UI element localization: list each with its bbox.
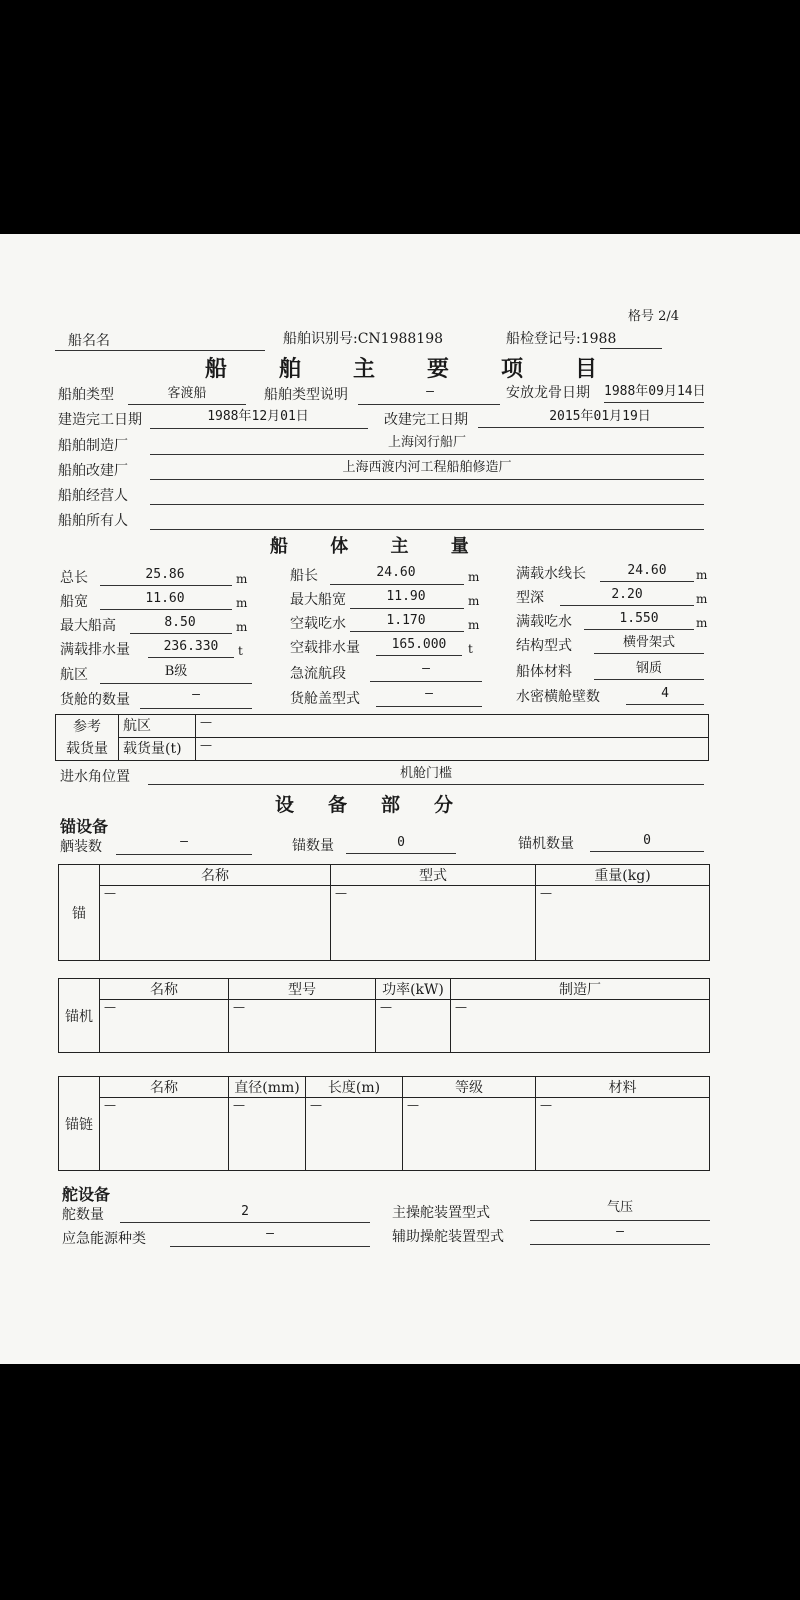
ref-cargo-value: —: [196, 738, 709, 761]
refitter-label: 船舶改建厂: [58, 463, 128, 479]
depth-value: 2.20: [611, 587, 643, 602]
flood-angle-value: 机舱门槛: [399, 766, 452, 781]
keel-date-line: [604, 402, 704, 403]
type-desc-label: 船舶类型说明: [264, 387, 348, 403]
build-done-label: 建造完工日期: [58, 412, 142, 428]
full-disp-line: [148, 657, 234, 658]
keel-date-label: 安放龙骨日期: [506, 385, 590, 401]
lwl-line: [600, 581, 694, 582]
operator-line: [150, 504, 704, 505]
hull-title: 船 体 主 量: [270, 536, 487, 557]
anchor-table-label: 锚: [59, 865, 100, 961]
chain-length-cell: —: [306, 1098, 403, 1171]
windlass-table: [58, 978, 710, 1053]
main-steering-line: [530, 1220, 710, 1221]
equip-num-value: —: [180, 834, 188, 849]
flood-angle-line: [148, 784, 704, 785]
beam-value: 11.60: [145, 591, 185, 606]
height-unit: m: [236, 620, 248, 634]
windlass-col-maker: 制造厂: [451, 979, 710, 1000]
ref-cargo-table: [55, 714, 709, 761]
rudder-section-title: 舵设备: [62, 1185, 111, 1204]
anchor-type-cell: —: [331, 886, 536, 961]
anchor-col-type: 型式: [331, 865, 536, 886]
light-disp-line: [376, 655, 462, 656]
holds-line: [140, 708, 252, 709]
type-desc-value: —: [426, 384, 434, 399]
height-line: [130, 633, 232, 634]
lbp-unit: m: [468, 570, 480, 584]
equipment-title: 设备部分: [275, 794, 488, 816]
structure-line: [594, 653, 704, 654]
main-title: 船舶主要项目: [205, 356, 650, 382]
beam-line: [100, 609, 232, 610]
refit-done-line: [478, 427, 704, 428]
light-draft-unit: m: [468, 618, 480, 632]
windlass-table-label: 锚机: [59, 979, 100, 1053]
light-disp-label: 空载排水量: [290, 640, 360, 656]
builder-line: [150, 454, 704, 455]
anchor-count-line: [346, 853, 456, 854]
owner-label: 船舶所有人: [58, 513, 128, 529]
lwl-label: 满载水线长: [516, 566, 586, 582]
operator-label: 船舶经营人: [58, 488, 128, 504]
light-disp-unit: t: [468, 642, 473, 656]
full-draft-unit: m: [696, 616, 708, 630]
refitter-value: 上海西渡内河工程船舶修造厂: [342, 460, 512, 475]
rudder-count-line: [120, 1222, 370, 1223]
structure-value: 横骨架式: [622, 635, 675, 650]
windlass-model-cell: —: [229, 1000, 376, 1053]
height-value: 8.50: [164, 615, 196, 630]
ref-area-value: —: [196, 715, 709, 738]
material-line: [594, 679, 704, 680]
main-steering-value: 气压: [606, 1200, 633, 1215]
ship-id-label: 船舶识别号:CN1988198: [283, 331, 444, 347]
aux-steering-label: 辅助操舵装置型式: [392, 1229, 504, 1245]
material-value: 钢质: [635, 661, 662, 676]
document-page: [0, 234, 800, 1364]
ref-cargo-col-label: 载货量(t): [119, 738, 196, 761]
type-desc-line: [358, 404, 500, 405]
windlass-col-model: 型号: [229, 979, 376, 1000]
windlass-col-power: 功率(kW): [376, 979, 451, 1000]
windlass-name-cell: —: [100, 1000, 229, 1053]
ref-label-1: 参考: [73, 718, 101, 735]
ref-area-label: 航区: [119, 715, 196, 738]
loa-label: 总长: [60, 570, 88, 586]
owner-line: [150, 529, 704, 530]
lbp-value: 24.60: [376, 565, 416, 580]
aux-steering-value: —: [616, 1224, 624, 1239]
emergency-power-value: —: [266, 1226, 274, 1241]
hatch-value: —: [425, 686, 433, 701]
page-number: 格号 2/4: [628, 309, 680, 324]
ship-type-value: 客渡船: [167, 386, 207, 401]
full-disp-label: 满载排水量: [60, 642, 130, 658]
beam-label: 船宽: [60, 594, 88, 610]
holds-label: 货舱的数量: [60, 692, 130, 708]
chain-table-label: 锚链: [59, 1077, 100, 1171]
windlass-count-line: [590, 851, 704, 852]
refit-done-label: 改建完工日期: [384, 412, 468, 428]
loa-line: [100, 585, 232, 586]
flood-angle-label: 进水角位置: [60, 769, 130, 785]
ref-cargo-label: [56, 715, 119, 761]
full-disp-value: 236.330: [163, 639, 219, 654]
anchor-col-weight: 重量(kg): [536, 865, 710, 886]
anchor-count-value: 0: [397, 835, 405, 850]
chain-grade-cell: —: [403, 1098, 536, 1171]
reg-no-line: [600, 348, 662, 349]
material-label: 船体材料: [516, 664, 572, 680]
full-draft-value: 1.550: [619, 611, 659, 626]
lwl-value: 24.60: [627, 563, 667, 578]
depth-label: 型深: [516, 590, 544, 606]
depth-line: [560, 605, 694, 606]
light-disp-value: 165.000: [391, 637, 447, 652]
chain-table: [58, 1076, 710, 1171]
rudder-count-value: 2: [241, 1204, 249, 1219]
rudder-count-label: 舵数量: [62, 1207, 104, 1223]
builder-label: 船舶制造厂: [58, 438, 128, 454]
anchor-col-name: 名称: [100, 865, 331, 886]
ship-type-label: 船舶类型: [58, 387, 114, 403]
light-draft-value: 1.170: [386, 613, 426, 628]
anchor-section-title: 锚设备: [60, 817, 109, 836]
bulkheads-line: [626, 704, 704, 705]
hatch-line: [376, 706, 482, 707]
emergency-power-line: [170, 1246, 370, 1247]
ship-name-label: 船名名: [68, 333, 110, 349]
windlass-col-name: 名称: [100, 979, 229, 1000]
refitter-line: [150, 479, 704, 480]
holds-value: —: [192, 687, 200, 702]
full-draft-line: [584, 629, 694, 630]
chain-name-cell: —: [100, 1098, 229, 1171]
emergency-power-label: 应急能源种类: [62, 1231, 146, 1247]
equip-num-line: [116, 854, 252, 855]
chain-material-cell: —: [536, 1098, 710, 1171]
ship-type-line: [128, 404, 246, 405]
max-beam-unit: m: [468, 594, 480, 608]
chain-diameter-cell: —: [229, 1098, 306, 1171]
windlass-count-value: 0: [643, 833, 651, 848]
windlass-count-label: 锚机数量: [518, 836, 574, 852]
rapids-value: —: [422, 661, 430, 676]
rapids-line: [370, 681, 482, 682]
reg-no-label: 船检登记号:1988: [506, 331, 617, 347]
ship-name-line: [55, 350, 265, 351]
hatch-label: 货舱盖型式: [290, 691, 360, 707]
main-steering-label: 主操舵装置型式: [392, 1205, 490, 1221]
structure-label: 结构型式: [516, 638, 572, 654]
area-label: 航区: [60, 667, 88, 683]
chain-col-name: 名称: [100, 1077, 229, 1098]
bulkheads-label: 水密横舱壁数: [516, 689, 600, 705]
lwl-unit: m: [696, 568, 708, 582]
max-beam-label: 最大船宽: [290, 592, 346, 608]
chain-col-diameter: 直径(mm): [229, 1077, 306, 1098]
beam-unit: m: [236, 596, 248, 610]
area-value: B级: [164, 664, 188, 679]
light-draft-label: 空载吃水: [290, 616, 346, 632]
windlass-power-cell: —: [376, 1000, 451, 1053]
chain-col-material: 材料: [536, 1077, 710, 1098]
height-label: 最大船高: [60, 618, 116, 634]
equip-num-label: 舾装数: [60, 839, 102, 855]
area-line: [100, 683, 252, 684]
ref-label-2: 载货量: [66, 740, 108, 757]
anchor-weight-cell: —: [536, 886, 710, 961]
build-done-value: 1988年12月01日: [207, 409, 309, 424]
aux-steering-line: [530, 1244, 710, 1245]
builder-value: 上海闵行船厂: [387, 435, 466, 450]
chain-col-grade: 等级: [403, 1077, 536, 1098]
lbp-line: [330, 584, 464, 585]
bulkheads-value: 4: [661, 686, 669, 701]
anchor-name-cell: —: [100, 886, 331, 961]
full-disp-unit: t: [238, 644, 243, 658]
lbp-label: 船长: [290, 568, 318, 584]
chain-col-length: 长度(m): [306, 1077, 403, 1098]
windlass-maker-cell: —: [451, 1000, 710, 1053]
anchor-count-label: 锚数量: [292, 838, 334, 854]
build-done-line: [150, 428, 368, 429]
light-draft-line: [350, 631, 464, 632]
max-beam-line: [350, 608, 464, 609]
refit-done-value: 2015年01月19日: [549, 409, 651, 424]
anchor-table: [58, 864, 710, 961]
full-draft-label: 满载吃水: [516, 614, 572, 630]
rapids-label: 急流航段: [290, 666, 346, 682]
loa-value: 25.86: [145, 567, 185, 582]
max-beam-value: 11.90: [386, 589, 426, 604]
loa-unit: m: [236, 572, 248, 586]
depth-unit: m: [696, 592, 708, 606]
keel-date-value: 1988年09月14日: [604, 384, 706, 399]
